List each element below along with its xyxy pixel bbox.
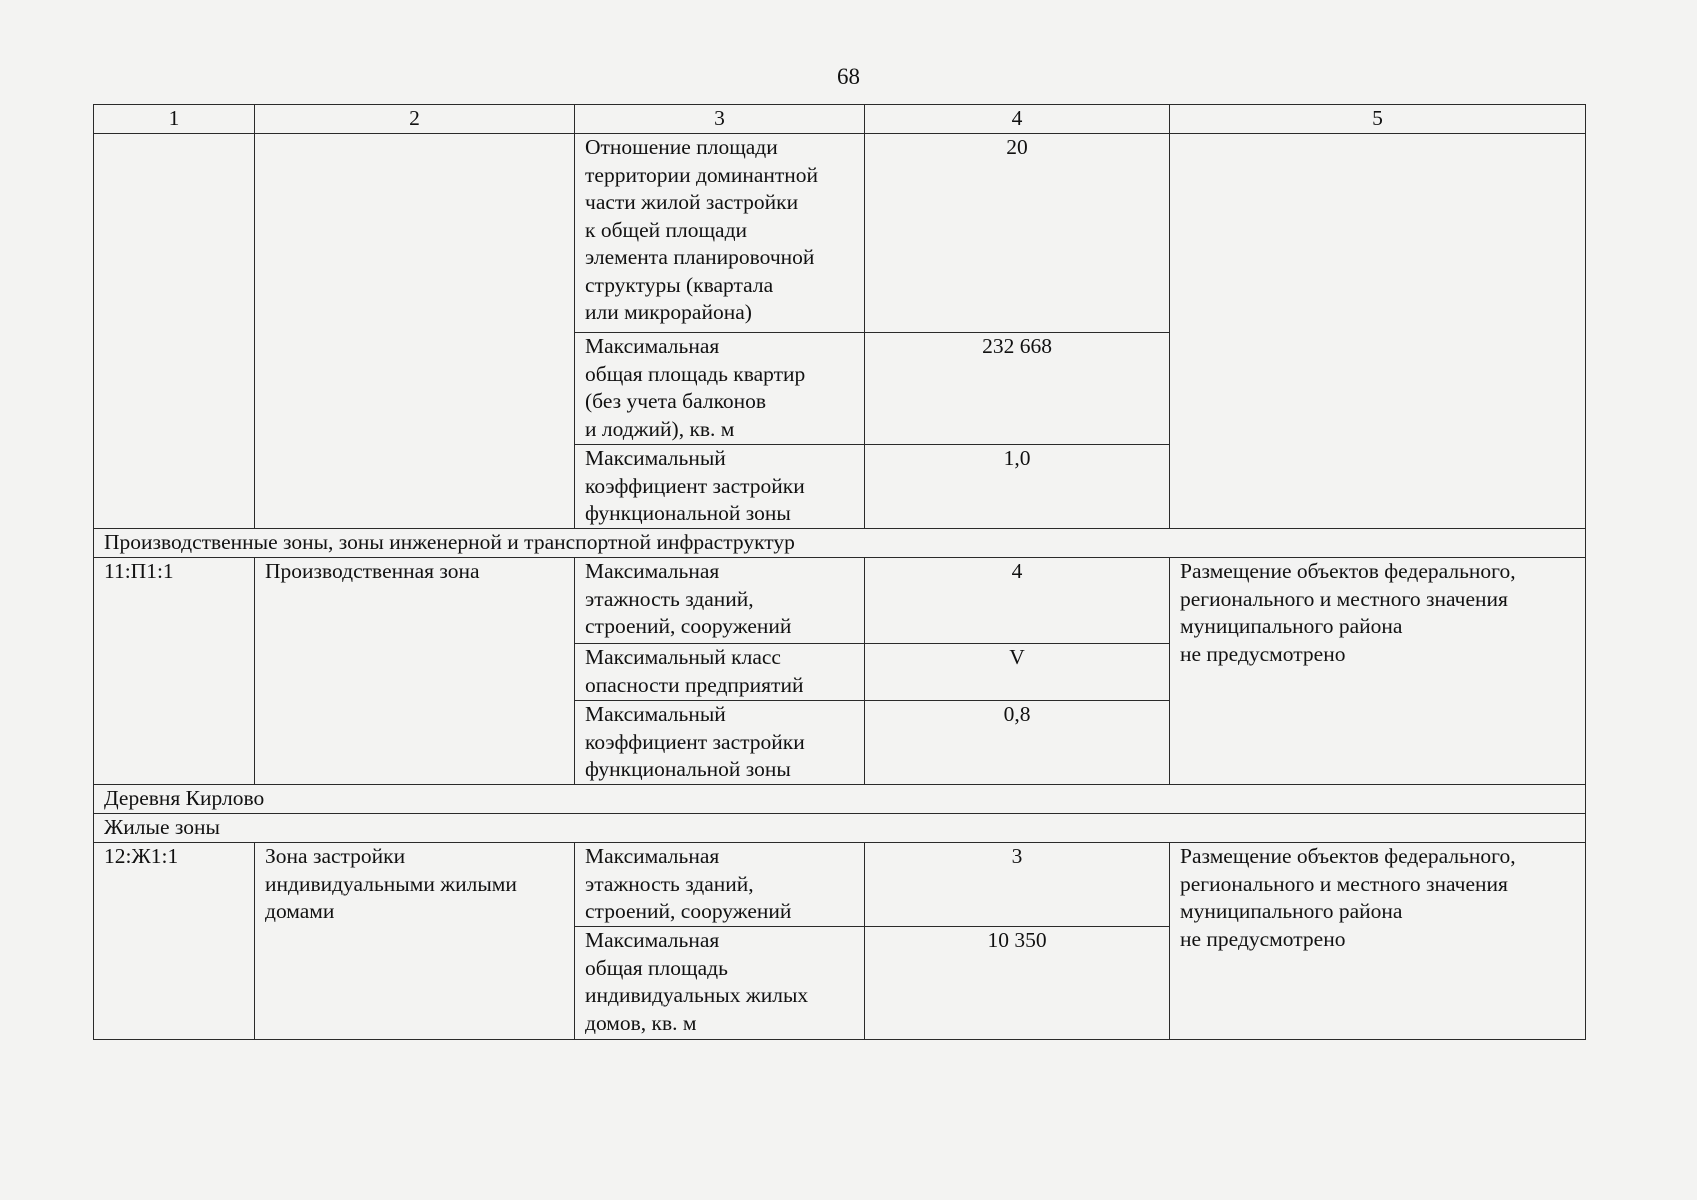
param-value: 1,0	[865, 445, 1170, 529]
section-row	[94, 529, 1586, 558]
placement-cell	[1170, 134, 1586, 529]
param-name: Максимальная общая площадь квартир (без учета балконов и лоджий), кв. м	[575, 333, 865, 445]
header-cell: 5	[1170, 105, 1586, 134]
param-name: Отношение площади территории доминантной части жилой застройки к общей площади элемента планировочной структуры (квартала или микрорайона)	[575, 134, 865, 333]
param-value: 20	[865, 134, 1170, 333]
param-name: Максимальная общая площадь индивидуальных жилых домов, кв. м	[575, 927, 865, 1040]
placement-note: Размещение объектов федерального, регионального и местного значения муниципального района не предусмотрено	[1170, 558, 1586, 785]
section-title: Производственные зоны, зоны инженерной и транспортной инфраструктур	[94, 529, 1586, 558]
section-row	[94, 785, 1586, 814]
table-row	[94, 558, 1586, 644]
header-cell: 1	[94, 105, 255, 134]
zone-code-cell	[94, 134, 255, 529]
zone-code: 12:Ж1:1	[94, 843, 255, 1040]
param-value: 232 668	[865, 333, 1170, 445]
param-name: Максимальный класс опасности предприятий	[575, 644, 865, 701]
table-header-row	[94, 105, 1586, 134]
header-cell: 3	[575, 105, 865, 134]
header-cell: 2	[255, 105, 575, 134]
zone-name: Зона застройки индивидуальными жилыми домами	[255, 843, 575, 1040]
header-cell: 4	[865, 105, 1170, 134]
param-name: Максимальный коэффициент застройки функциональной зоны	[575, 701, 865, 785]
param-value: V	[865, 644, 1170, 701]
section-title: Деревня Кирлово	[94, 785, 1586, 814]
section-row	[94, 814, 1586, 843]
table-row	[94, 843, 1586, 927]
param-name: Максимальная этажность зданий, строений, сооружений	[575, 558, 865, 644]
param-name: Максимальная этажность зданий, строений, сооружений	[575, 843, 865, 927]
param-value: 10 350	[865, 927, 1170, 1040]
param-value: 0,8	[865, 701, 1170, 785]
table-row	[94, 134, 1586, 333]
param-value: 3	[865, 843, 1170, 927]
placement-note: Размещение объектов федерального, регионального и местного значения муниципального района не предусмотрено	[1170, 843, 1586, 1040]
page-number: 68	[837, 64, 860, 89]
zone-name-cell	[255, 134, 575, 529]
zone-code: 11:П1:1	[94, 558, 255, 785]
param-name: Максимальный коэффициент застройки функциональной зоны	[575, 445, 865, 529]
zones-table	[93, 104, 1586, 1040]
param-value: 4	[865, 558, 1170, 644]
zone-name: Производственная зона	[255, 558, 575, 785]
section-title: Жилые зоны	[94, 814, 1586, 843]
